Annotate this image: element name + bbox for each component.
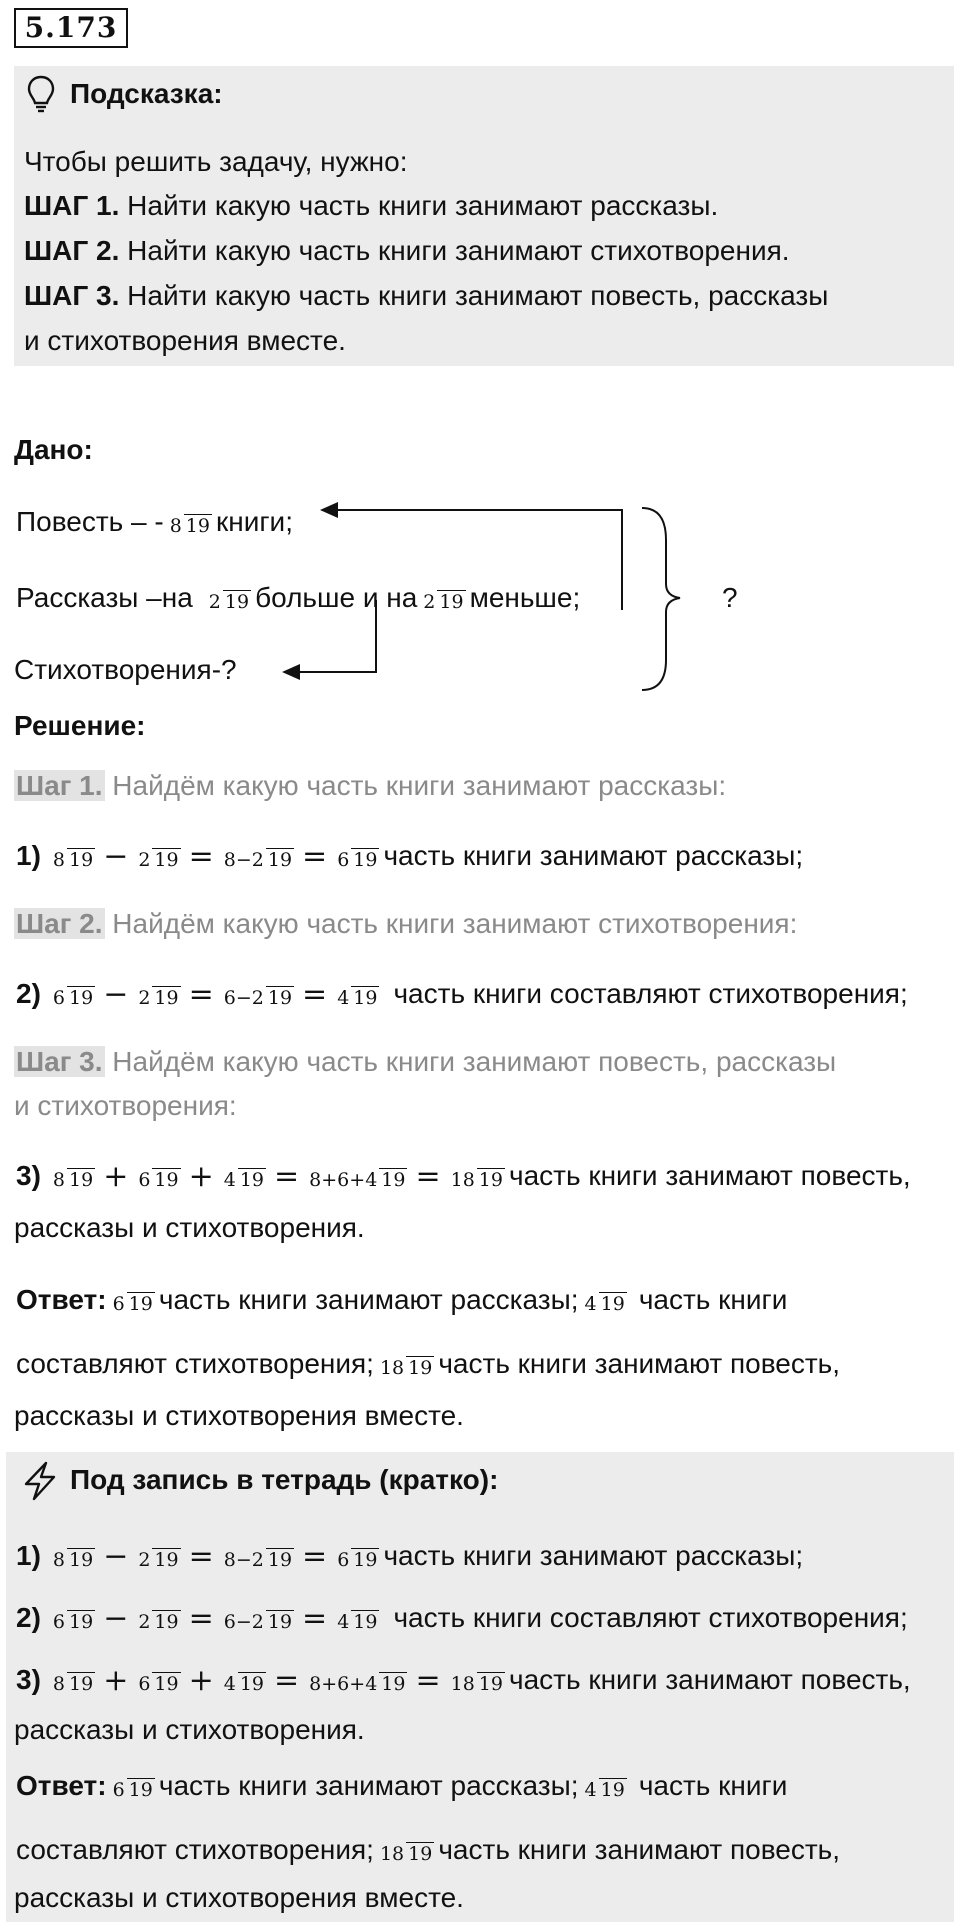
solution-step-3-cont: и стихотворения: (14, 1090, 237, 1121)
notebook-answer-3: рассказы и стихотворения вместе. (14, 1882, 464, 1913)
solution-row-1: 1) 8 19 − 2 19 = 8−2 19 = 6 19 часть книги занимают рассказы; (16, 838, 804, 874)
answer-line-2: составляют стихотворения; 18 19 часть книги занимают повесть, (16, 1348, 841, 1379)
solution-row-3-cont: рассказы и стихотворения. (14, 1212, 365, 1243)
given-title: Дано: (14, 434, 93, 465)
notebook-answer-1: Ответ: 6 19 часть книги занимают рассказы; 4 19 часть книги (16, 1770, 788, 1801)
solution-step-2: Шаг 2. Найдём какую часть книги занимают стихотворения: (16, 908, 798, 939)
fraction: 8 19 (169, 514, 210, 537)
given-arrows (0, 0, 960, 720)
fraction: 2 19 (208, 590, 250, 613)
given-line-2: Рассказы –на 2 19 больше и на 2 19 меньше; (16, 582, 581, 613)
notebook-row-2: 2) 6 19 − 2 19 = 6−2 19 = 4 19 часть книги составляют стихотворения; (16, 1600, 908, 1636)
hint-intro: Чтобы решить задачу, нужно: (24, 146, 408, 177)
notebook-answer-2: составляют стихотворения; 18 19 часть книги занимают повесть, (16, 1834, 841, 1865)
solution-step-1: Шаг 1. Найдём какую часть книги занимают рассказы: (16, 770, 727, 801)
given-line-1: Повесть – - 8 19 книги; (16, 506, 293, 537)
hint-step-3-cont: и стихотворения вместе. (24, 325, 346, 356)
hint-step-2: ШАГ 2. Найти какую часть книги занимают стихотворения. (24, 235, 790, 266)
solution-title: Решение: (14, 710, 146, 741)
given-question: ? (722, 582, 738, 613)
task-number: 5.173 (14, 8, 128, 48)
answer-line-3: рассказы и стихотворения вместе. (14, 1400, 464, 1431)
given-line-3: Стихотворения-? (14, 654, 237, 685)
notebook-row-1: 1) 8 19 − 2 19 = 8−2 19 = 6 19 часть книги занимают рассказы; (16, 1538, 804, 1574)
hint-step-1: ШАГ 1. Найти какую часть книги занимают рассказы. (24, 190, 719, 221)
lightning-icon (20, 1460, 60, 1502)
hint-title: Подсказка: (70, 78, 223, 109)
solution-row-3: 3) 8 19 + 6 19 + 4 19 = 8+6+4 19 = 18 19 часть книги занимают повесть, (16, 1158, 911, 1194)
solution-row-2: 2) 6 19 − 2 19 = 6−2 19 = 4 19 часть книги составляют стихотворения; (16, 976, 908, 1012)
solution-step-3: Шаг 3. Найдём какую часть книги занимают повесть, рассказы (16, 1046, 837, 1077)
fraction: 2 19 (423, 590, 464, 613)
answer-line-1: Ответ: 6 19 часть книги занимают рассказы; 4 19 часть книги (16, 1284, 788, 1315)
notebook-row-3: 3) 8 19 + 6 19 + 4 19 = 8+6+4 19 = 18 19 часть книги занимают повесть, (16, 1662, 911, 1698)
hint-step-3: ШАГ 3. Найти какую часть книги занимают повесть, рассказы (24, 280, 829, 311)
notebook-title: Под запись в тетрадь (кратко): (70, 1464, 499, 1495)
notebook-row-3-cont: рассказы и стихотворения. (14, 1714, 365, 1745)
